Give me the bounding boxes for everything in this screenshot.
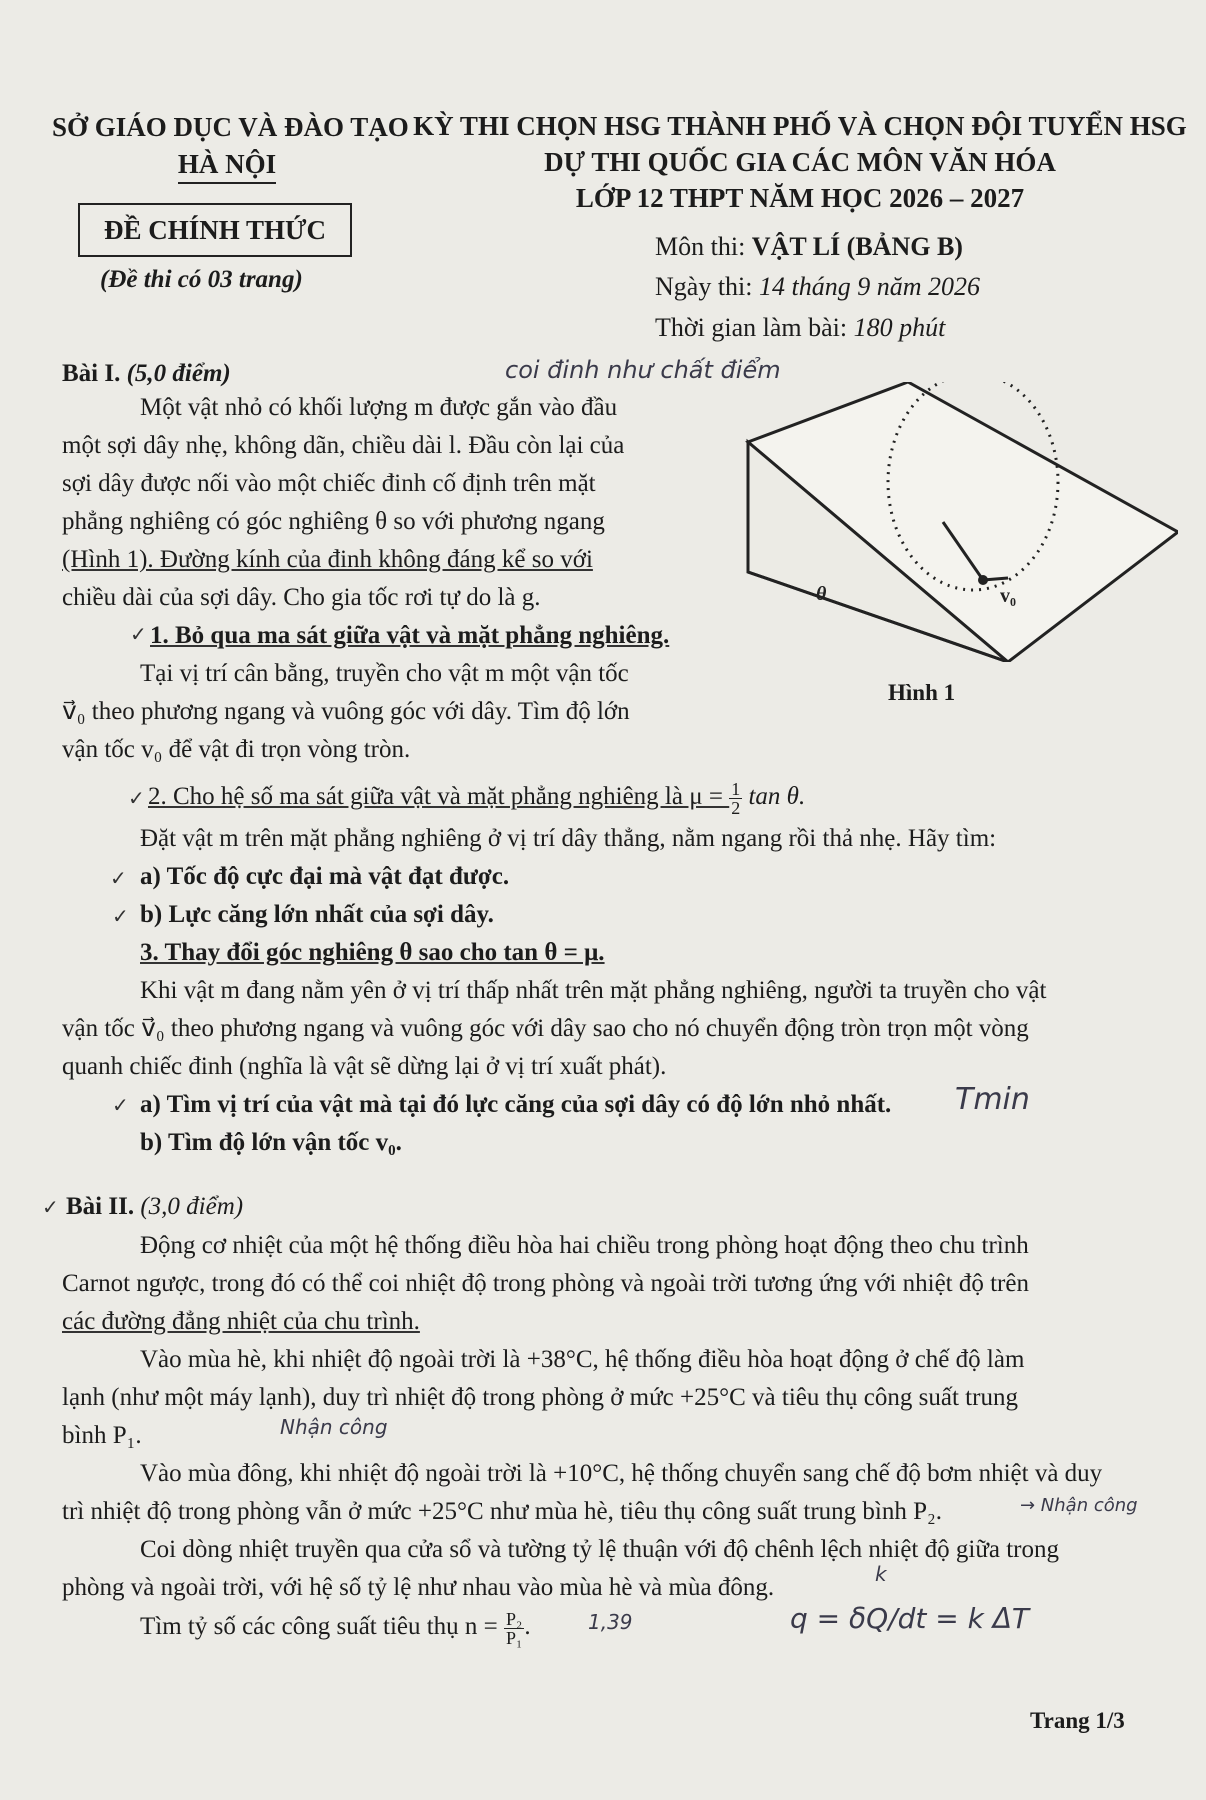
bai1-q2a: a) Tốc độ cực đại mà vật đạt được. (140, 863, 510, 890)
check-mark: ✓ (112, 1093, 129, 1117)
bai1-q1-line-1: Tại vị trí cân bằng, truyền cho vật m một vận tốc (140, 660, 629, 687)
official-badge: ĐỀ CHÍNH THỨC (78, 203, 352, 257)
exam-title-2: DỰ THI QUỐC GIA CÁC MÔN VĂN HÓA (544, 147, 1056, 177)
check-mark: ✓ (128, 786, 145, 810)
department-name: SỞ GIÁO DỤC VÀ ĐÀO TẠO (52, 112, 409, 142)
exam-title-3: LỚP 12 THPT NĂM HỌC 2026 – 2027 (575, 183, 1025, 213)
velocity-arrow (983, 578, 1008, 580)
bai1-q2-title: 2. Cho hệ số ma sát giữa vật và mặt phẳng nghiêng là μ = $\frac{1}{2}$ tan θ. (148, 778, 806, 818)
bai1-q3-line-3: quanh chiếc đinh (nghĩa là vật sẽ dừng lại ở vị trí xuất phát). (62, 1053, 667, 1080)
subject-line: Môn thi: VẬT LÍ (BẢNG B) (655, 232, 963, 261)
bai1-q3-line-2: vận tốc v⃗₀ theo phương ngang và vuông góc với dây sao cho nó chuyển động tròn trọn một vòng (62, 1015, 1029, 1042)
bai2-line-4: Vào mùa hè, khi nhiệt độ ngoài trời là +38°C, hệ thống điều hòa hoạt động ở chế độ làm (140, 1346, 1025, 1373)
page-count: (Đề thi có 03 trang) (100, 266, 303, 293)
figure-caption: Hình 1 (888, 680, 956, 705)
bai1-q1-line-3: vận tốc v₀ để vật đi trọn vòng tròn. (62, 736, 411, 763)
bai1-q1-line-2: v⃗₀ theo phương ngang và vuông góc với dây. Tìm độ lớn (62, 698, 630, 725)
exam-header (410, 108, 1190, 216)
check-mark: ✓ (112, 904, 129, 928)
bai2-line-6: bình P₁. (62, 1422, 142, 1449)
fraction: $\frac{1}{2}$ (731, 778, 741, 818)
bai2-line-1: Động cơ nhiệt của một hệ thống điều hòa hai chiều trong phòng hoạt động theo chu trình (140, 1232, 1029, 1259)
handwritten-note: Nhận công (280, 1415, 388, 1439)
bai1-q3a: a) Tìm vị trí của vật mà tại đó lực căng của sợi dây có độ lớn nhỏ nhất. (140, 1091, 892, 1118)
bai1-intro-1: Một vật nhỏ có khối lượng m được gắn vào đầu (140, 394, 618, 421)
bai1-q3b: b) Tìm độ lớn vận tốc v₀. (140, 1129, 402, 1156)
time-value: 180 phút (853, 313, 946, 342)
department-city: HÀ NỘI (178, 149, 276, 184)
handwritten-note: coi đinh như chất điểm (505, 356, 781, 384)
bai2-line-7: Vào mùa đông, khi nhiệt độ ngoài trời là +10°C, hệ thống chuyển sang chế độ bơm nhiệt và duy (140, 1460, 1103, 1487)
bai1-intro-5: (Hình 1). Đường kính của đinh không đáng kể so với (62, 546, 593, 573)
bai2-line-10: phòng và ngoài trời, với hệ số tỷ lệ như nhau vào mùa hè và mùa đông. (62, 1574, 775, 1601)
bai1-intro-3: sợi dây được nối vào một chiếc đinh cố định trên mặt (62, 470, 596, 497)
bai1-q2b: b) Lực căng lớn nhất của sợi dây. (140, 901, 494, 928)
bai2-line-8: trì nhiệt độ trong phòng vẫn ở mức +25°C như mùa hè, tiêu thụ công suất trung bình P₂. (62, 1498, 942, 1525)
handwritten-k: k (875, 1562, 887, 1586)
date-value: 14 tháng 9 năm 2026 (759, 272, 980, 301)
figure-incline-plane (738, 382, 1178, 662)
bai1-q2-line: Đặt vật m trên mặt phẳng nghiêng ở vị trí dây thẳng, nằm ngang rồi thả nhẹ. Hãy tìm: (140, 825, 997, 852)
department-header (52, 112, 409, 184)
subject-value: VẬT LÍ (BẢNG B) (751, 232, 963, 261)
handwritten-note: → Nhận công (1020, 1495, 1138, 1516)
bai2-line-5: lạnh (như một máy lạnh), duy trì nhiệt độ trong phòng ở mức +25°C và tiêu thụ công suất trung (62, 1384, 1018, 1411)
date-line: Ngày thi: 14 tháng 9 năm 2026 (655, 272, 980, 301)
bai2-heading: Bài II. (3,0 điểm) (66, 1193, 244, 1220)
bai1-intro-2: một sợi dây nhẹ, không dãn, chiều dài l. Đầu còn lại của (62, 432, 625, 459)
theta-label: θ (816, 583, 827, 605)
bai2-line-9: Coi dòng nhiệt truyền qua cửa sổ và tường tỷ lệ thuận với độ chênh lệch nhiệt độ giữa trong (140, 1536, 1059, 1563)
bai2-line-2: Carnot ngược, trong đó có thể coi nhiệt độ trong phòng và ngoài trời tương ứng với nhiệt độ trên (62, 1270, 1029, 1297)
bai2-question: Tìm tỷ số các công suất tiêu thụ n = $\frac{\text{P₂}}{\text{P₁}}$ . (140, 1608, 531, 1648)
ratio-fraction: $\frac{\text{P₂}}{\text{P₁}}$ (506, 1608, 523, 1648)
v0-label: v₀ (1000, 585, 1016, 607)
bai1-intro-4: phẳng nghiêng có góc nghiêng θ so với phương ngang (62, 508, 605, 535)
bai2-line-3: các đường đẳng nhiệt của chu trình. (62, 1308, 420, 1335)
page-number: Trang 1/3 (1030, 1708, 1125, 1733)
bai1-q1-title: 1. Bỏ qua ma sát giữa vật và mặt phẳng nghiêng. (150, 622, 670, 649)
check-mark: ✓ (110, 866, 127, 890)
bai1-intro-6: chiều dài của sợi dây. Cho gia tốc rơi tự do là g. (62, 584, 541, 611)
check-mark: ✓ (130, 622, 147, 646)
exam-title-1: KỲ THI CHỌN HSG THÀNH PHỐ VÀ CHỌN ĐỘI TUYỂN HSG (413, 111, 1187, 141)
check-mark: ✓ (42, 1195, 59, 1219)
time-line: Thời gian làm bài: 180 phút (655, 313, 946, 342)
handwritten-formula: q = δQ/dt = k ΔT (790, 1602, 1030, 1635)
handwritten-tmin: Tmin (955, 1082, 1030, 1117)
handwritten-answer: 1,39 (588, 1610, 633, 1634)
bai1-q3-title: 3. Thay đổi góc nghiêng θ sao cho tan θ = μ. (140, 939, 605, 966)
bai1-q3-line-1: Khi vật m đang nằm yên ở vị trí thấp nhất trên mặt phẳng nghiêng, người ta truyền cho vật (140, 977, 1047, 1004)
bai1-heading: Bài I. (5,0 điểm) (62, 360, 231, 387)
